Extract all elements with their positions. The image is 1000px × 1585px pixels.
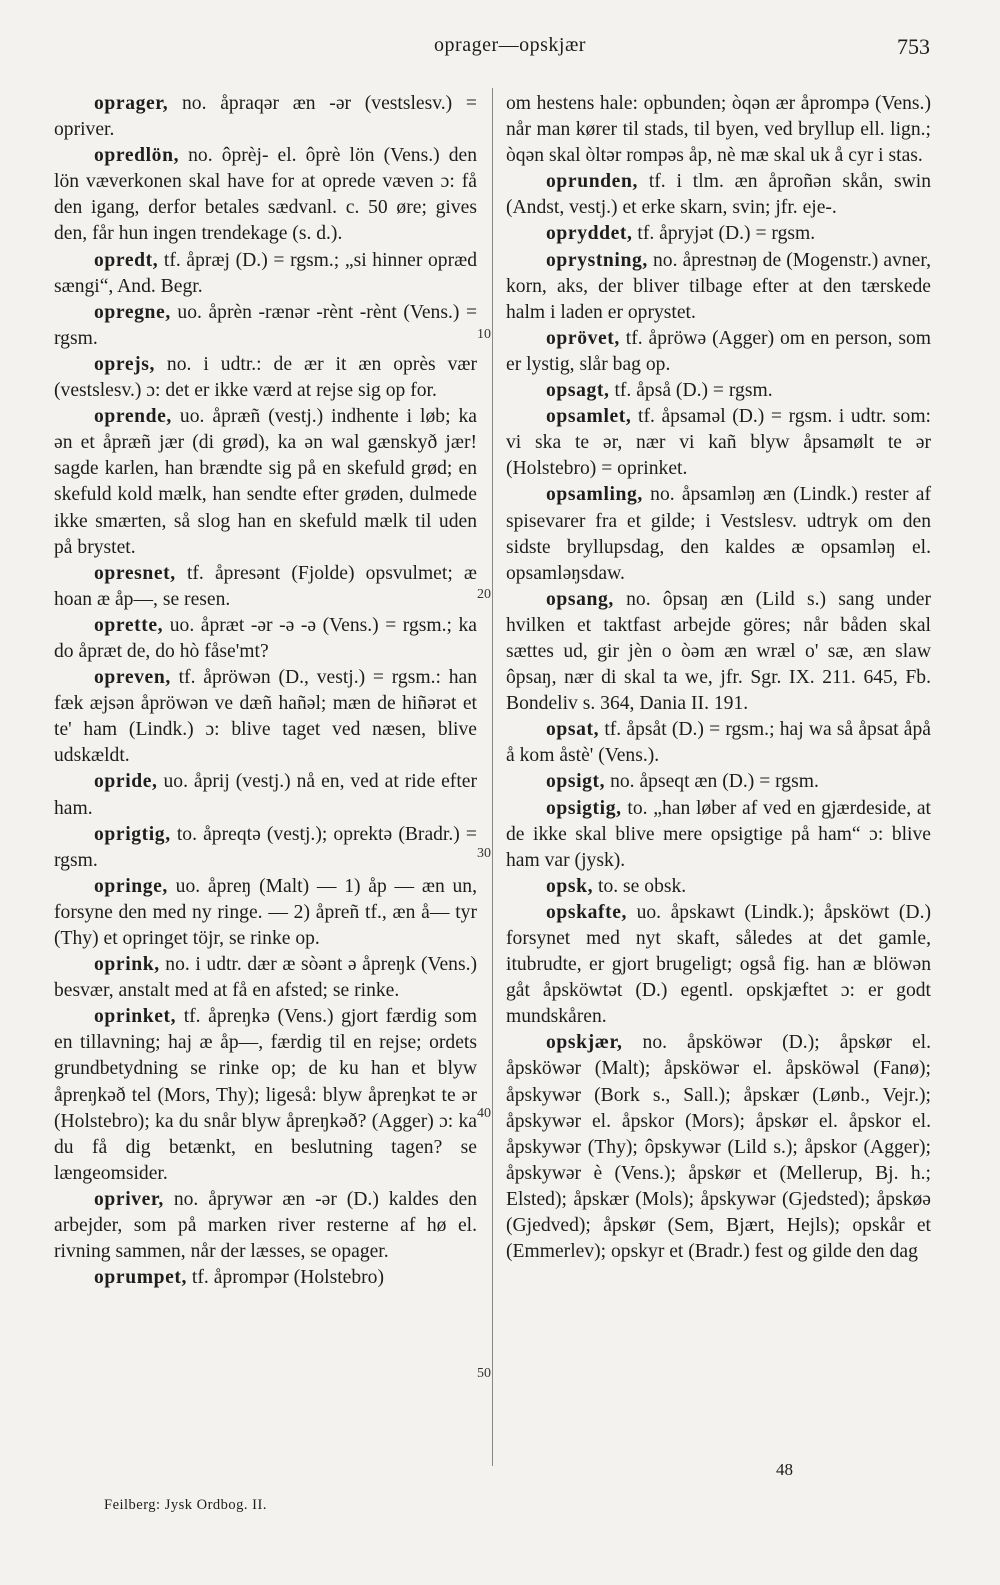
dictionary-entry [506,404,931,482]
entry-continuation: om hestens hale: opbunden; òqən ær åprompə (Vens.) når man kører til stads, til byen, ved bryllup ell. lign.; òqən skal òltər rompəs åp, nè mæ skal uk å cyr i stas. [506,93,931,167]
entry-text: tf. i tlm. æn åproñən skån, swin (Andst, vestj.) et erke skarn, svin; jfr. eje-. [506,171,931,219]
dictionary-entry [54,613,477,665]
entry-text: no. åprywər æn -ər (D.) kaldes den arbejder, som på marken river resterne af hø el. rivning sammen, når der læsses, se opager. [54,1188,477,1263]
entry-text: uo. åpskawt (Lindk.); åpsköwt (D.) forsynet med nyt skaft, således at det gamle, itubrudte, er gjort brugeligt; også fig. han æ blöwən gåt åpsköwtət (D.) egentl. opskjæftet ɔ: er godt mundskåren. [506,901,931,1028]
dictionary-entry [506,169,931,221]
headword: opryddet, [546,223,633,245]
entry-text: to. åpreqtə (vestj.); oprektə (Bradr.) = rgsm. [54,823,477,871]
headword: oprigtig, [94,823,171,845]
entry-text: no. åpseqt æn (D.) = rgsm. [605,771,819,793]
headword: oprager, [94,93,169,114]
headword: opsat, [546,719,600,741]
page-number: 753 [897,34,930,59]
entry-text: no. åpraqər æn -ər (vestslesv.) = opriver. [54,93,477,141]
headword: oprunden, [546,171,638,193]
headword: opredlön, [94,145,180,167]
entry-text: uo. åprij (vestj.) nå en, ved at ride efter ham. [54,771,477,819]
headword: oprejs, [94,353,155,375]
dictionary-entry [506,874,931,900]
dictionary-entry [506,796,931,874]
dictionary-entry [54,1004,477,1187]
left-column [54,91,477,1291]
dictionary-entry [54,143,477,247]
line-number: 40 [477,1106,491,1121]
running-head: oprager—opskjær [434,34,586,56]
headword: oprink, [94,954,160,976]
headword: oprövet, [546,327,620,349]
entry-text: no. i udtr.: de ær it æn oprès vær (vestslesv.) ɔ: det er ikke værd at rejse sig op for. [54,353,477,402]
dictionary-entry [54,769,477,821]
headword: opresnet, [94,562,176,584]
dictionary-entry [54,1187,477,1265]
entry-text: uo. åprèn -rænər -rènt -rènt (Vens.) = rgsm. [54,301,477,349]
dictionary-entry [506,900,931,1030]
dictionary-entry [54,874,477,952]
right-column [506,91,931,1265]
entry-text: no. åprestnəŋ de (Mogenstr.) avner, korn, aks, der bliver tilbage efter at den tærskede halm i laden er oprystet. [506,249,931,323]
entry-text: tf. åpså (D.) = rgsm. [609,380,773,402]
dictionary-entry [506,1030,931,1265]
footer-imprint: Feilberg: Jysk Ordbog. II. [104,1497,267,1513]
entry-text: tf. åpreŋkə (Vens.) gjort færdig som en tillavning; haj æ åp—, færdig til en rejse; ordets grundbetydning se rinke op; de ku han et blyw åpreŋkəð tel (Mors, Thy); ligeså: blyw åpreŋkət te ər (Holstebro); ka du snår blyw åpreŋkəð? (Agger) ɔ: ka du få dig betænkt, en beslutning tagen? se længeomsider. [54,1006,477,1184]
entry-text: tf. åpsåt (D.) = rgsm.; haj wa så åpsat åpå å kom åstè' (Vens.). [506,719,931,767]
entry-text: to. „han løber af ved en gjærdeside, at de ikke skal blive mere opsigtige på ham“ ɔ: blive ham var (jysk). [506,797,931,871]
line-number: 50 [477,1366,491,1381]
dictionary-entry [506,378,931,404]
headword: opregne, [94,301,171,323]
dictionary-entry [54,404,477,561]
dictionary-entry [506,717,931,769]
entry-text: tf. åpresənt (Fjolde) opsvulmet; æ hoan æ åp—, se resen. [54,562,477,610]
headword: opskafte, [546,901,628,923]
headword: opsamling, [546,484,643,506]
headword: oprende, [94,406,172,428]
headword: oprumpet, [94,1267,188,1289]
headword: opsk, [546,875,594,897]
entry-text: uo. åpræñ (vestj.) indhente i løb; ka ən et åpræñ jær (di grød), ka ən wal gænskyð jær! sagde karlen, han brændte sig på en skefuld grød; en skefuld kold mælk, han sendte efter grøden, dulmede ikke smærten, så slog han en skefuld mælk til uden på brystet. [54,406,477,558]
headword: oprystning, [546,249,648,271]
dictionary-entry [54,822,477,874]
headword: opride, [94,771,158,793]
dictionary-entry [506,221,931,247]
dictionary-entry [506,769,931,795]
signature-mark: 48 [776,1460,793,1479]
dictionary-entry [506,326,931,378]
dictionary-entry [54,248,477,300]
entry-text: uo. åpræt -ər -ə -ə (Vens.) = rgsm.; ka do åpræt de, do hò fåse'mt? [54,614,477,662]
headword: opskjær, [546,1032,623,1054]
dictionary-entry [506,248,931,326]
dictionary-entry [54,561,477,613]
headword: oprette, [94,614,164,636]
column-rule [492,88,493,1466]
line-number: 10 [477,327,491,342]
entry-text: tf. åpryjət (D.) = rgsm. [632,223,816,245]
headword: opredt, [94,249,159,271]
dictionary-entry [54,1265,477,1291]
dictionary-entry [54,300,477,352]
entry-text: to. se obsk. [593,875,687,897]
entry-text: no. i udtr. dær æ sòənt ə åpreŋk (Vens.) besvær, anstalt med at få en afsted; se rinke. [54,954,477,1002]
entry-text: tf. åpröwə (Agger) om en person, som er lystig, slår bag op. [506,327,931,375]
page-header [90,34,930,64]
dictionary-entry [54,952,477,1004]
entry-text: no. åpsamləŋ æn (Lindk.) rester af spisevarer fra et gilde; i Vestslesv. udtryk om den sidste bryllupsdag, den kaldes æ opsamləŋ el. opsamləŋsdaw. [506,484,931,584]
entry-text: no. åpsköwər (D.); åpskør el. åpsköwər (Malt); åpsköwər el. åpsköwəl (Fanø); åpskywər (Bork s., Sall.); åpskær (Lønb., Vejr.); åpskywər el. åpskor (Mors); åpskør el. åpskor el. åpskywər (Thy); ôpskywər (Lild s.); åpskor (Agger); åpskywər è (Vens.); åpskør et (Mellerup, Bj. h.; Elsted); åpskær (Mols); åpskywər (Gjedsted); åpskøə (Gjedved); åpskør (Sem, Bjært, Hejls); opskår et (Emmerlev); opskyr et (Bradr.) fest og gilde den dag [506,1032,931,1263]
dictionary-entry [54,91,477,143]
headword: opreven, [94,667,171,689]
entry-text: tf. åpsaməl (D.) = rgsm. i udtr. som: vi ska te ər, nær vi kañ blyw åpsamølt te ər (Holstebro) = oprinket. [506,406,931,480]
dictionary-entry [506,587,931,717]
line-number: 30 [477,846,491,861]
dictionary-entry [506,482,931,586]
entry-text: no. ôpsaŋ æn (Lild s.) sang under hvilken et taktfast arbejde göres; når båden skal sættes ud, gir jèn o òəm æn wræl o' sæ, æn slaw ôpsaŋ, nær di skal ta we, jfr. Sgr. IX. 211. 645, Fb. Bondeliv s. 364, Dania II. 191. [506,588,931,715]
dictionary-entry [54,665,477,769]
headword: opsagt, [546,380,610,402]
headword: opsigtig, [546,797,622,819]
dictionary-entry [54,352,477,404]
entry-text: no. ôprèj- el. ôprè lön (Vens.) den lön væverkonen skal have for at oprede væven ɔ: få den igang, derfor betales sædvanl. c. 50 øre; gives den, får hun ingen trendekage (s. d.). [54,145,477,245]
entry-text: tf. åpræj (D.) = rgsm.; „si hinner opræd sængi“, And. Begr. [54,249,477,297]
headword: opriver, [94,1188,164,1210]
entry-text: tf. åprompər (Holstebro) [187,1267,384,1289]
headword: oprinket, [94,1006,177,1028]
headword: opsamlet, [546,406,632,428]
entry-text: uo. åpreŋ (Malt) — 1) åp — æn un, forsyne den med ny ringe. — 2) åpreñ tf., æn å— tyr (Thy) et opringet töjr, se rinke op. [54,875,477,949]
headword: opringe, [94,875,168,897]
headword: opsigt, [546,771,606,793]
entry-text: tf. åpröwən (D., vestj.) = rgsm.: han fæk æjsən åpröwən ve dæñ hañəl; mæn de hiñərət et te' ham (Lindk.) ɔ: blive taget ved næsen, blive udskældt. [54,667,477,767]
line-number: 20 [477,587,491,602]
headword: opsang, [546,588,614,610]
